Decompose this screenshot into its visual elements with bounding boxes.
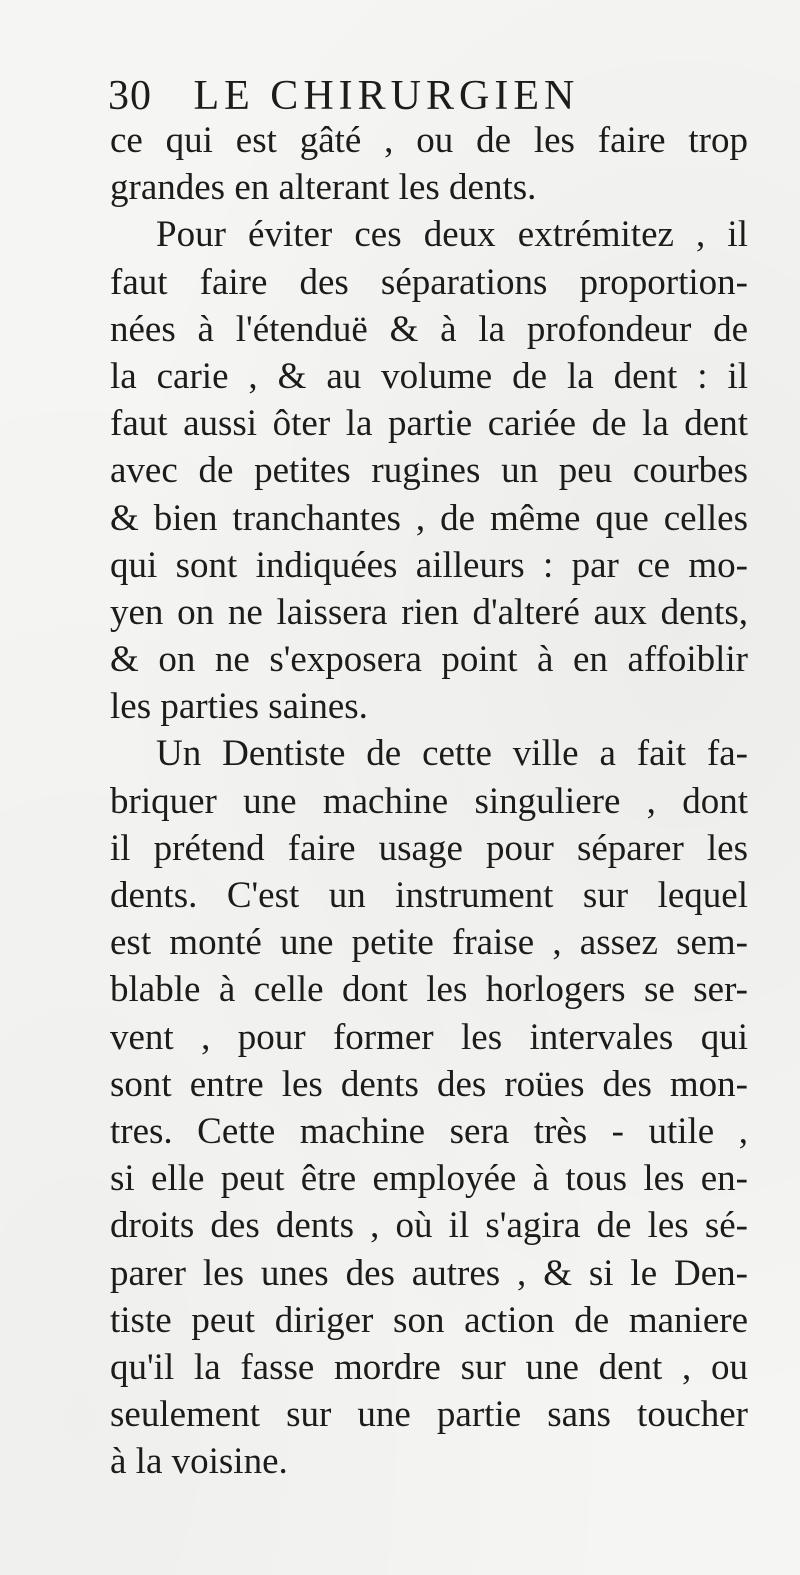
text-line: & bien tranchantes , de même que celles	[110, 497, 748, 539]
text-line: est monté une petite fraise , assez sem-	[110, 922, 748, 964]
text-line: dents. C'est un instrument sur lequel	[110, 875, 748, 916]
text-line: tiste peut diriger son action de maniere	[110, 1299, 748, 1341]
text-line: vent , pour former les intervales qui	[110, 1016, 748, 1058]
text-line: il prétend faire usage pour séparer les	[110, 827, 748, 869]
page-body	[110, 117, 748, 1485]
text-line: les parties saines.	[110, 686, 368, 728]
text-line: si elle peut être employée à tous les en-	[110, 1158, 748, 1200]
text-line: briquer une machine singuliere , dont	[110, 780, 748, 822]
text-line: ce qui est gâté , ou de les faire trop	[110, 120, 748, 161]
text-line: & on ne s'exposera point à en affoiblir	[110, 639, 748, 681]
text-line: qui sont indiquées ailleurs : par ce mo-	[110, 544, 748, 586]
text-line: qu'il la fasse mordre sur une dent , ou	[110, 1346, 748, 1388]
text-line: faut faire des séparations proportion-	[110, 261, 748, 303]
text-line: grandes en alterant les dents.	[110, 167, 537, 209]
text-line: la carie , & au volume de la dent : il	[110, 355, 748, 397]
text-line: faut aussi ôter la partie cariée de la dent	[110, 403, 748, 445]
paragraph-first-line: Pour éviter ces deux extrémitez , il	[156, 214, 748, 256]
text-line: parer les unes des autres , & si le Den-	[110, 1252, 748, 1294]
running-title: LE CHIRURGIEN	[193, 73, 580, 119]
text-line: seulement sur une partie sans toucher	[110, 1394, 748, 1436]
text-line: tres. Cette machine sera très - utile ,	[110, 1110, 748, 1152]
text-line: sont entre les dents des roües des mon-	[110, 1063, 748, 1105]
text-line: droits des dents , où il s'agira de les sé-	[110, 1205, 748, 1247]
text-line: yen on ne laissera rien d'alteré aux dents,	[110, 591, 748, 633]
text-line: nées à l'étenduë & à la profondeur de	[110, 308, 748, 350]
text-line: à la voisine.	[110, 1441, 288, 1483]
text-line: blable à celle dont les horlogers se ser-	[110, 969, 748, 1011]
page-number: 30	[108, 73, 152, 119]
paragraph-first-line: Un Dentiste de cette ville a fait fa-	[156, 733, 748, 775]
text-line: avec de petites rugines un peu courbes	[110, 450, 748, 492]
